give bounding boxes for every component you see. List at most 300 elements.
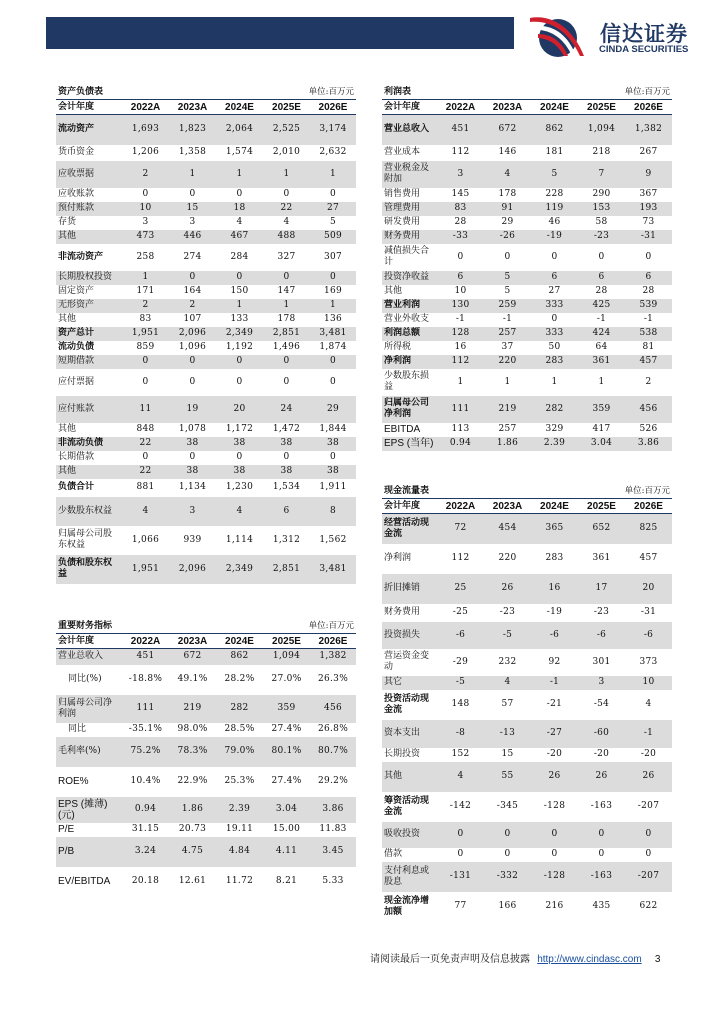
table-row <box>56 526 356 555</box>
cell-value: 22 <box>122 437 169 451</box>
cell-value: 526 <box>639 424 658 434</box>
cell-value: 220 <box>484 355 531 369</box>
cell-value: 38 <box>216 437 263 451</box>
cell-value: 98.0% <box>177 724 208 734</box>
cell-value: 19 <box>169 396 216 423</box>
cell-value: 290 <box>592 189 611 199</box>
cell-value: 216 <box>545 901 564 911</box>
cell-value: -19 <box>546 607 563 617</box>
table-row <box>382 396 672 423</box>
cell-value: 283 <box>531 355 578 369</box>
cell-value: 1 <box>310 299 356 313</box>
table-row <box>382 514 672 544</box>
cell-value: 24 <box>263 396 310 423</box>
cell-value: -207 <box>625 862 672 892</box>
cell-value: -142 <box>449 801 472 811</box>
cell-value: 333 <box>531 327 578 341</box>
cell-value: 327 <box>277 251 296 262</box>
table-unit: 单位:百万元 <box>308 621 355 631</box>
cell-value: 0 <box>310 355 356 369</box>
cell-value: 0 <box>189 189 196 199</box>
cell-value: 171 <box>136 286 155 296</box>
table-row <box>56 797 356 823</box>
table-row <box>382 748 672 762</box>
cell-value: 457 <box>639 553 658 563</box>
cell-value: 1 <box>457 376 464 387</box>
table-row <box>382 341 672 355</box>
year-header: 2022A <box>122 100 169 115</box>
row-label: 同比(%) <box>68 674 102 684</box>
cell-value: 0 <box>551 314 558 324</box>
cell-value: 1 <box>310 161 356 188</box>
cell-value: -13 <box>484 720 531 748</box>
table-row <box>382 574 672 604</box>
table-row <box>382 720 672 748</box>
cell-value: 1,382 <box>310 649 356 665</box>
cell-value: 457 <box>625 355 672 369</box>
cell-value: -1 <box>455 314 466 324</box>
row-label: 货币资金 <box>58 147 95 157</box>
cell-value: 0 <box>236 189 243 199</box>
cell-value: 112 <box>451 553 470 563</box>
cell-value: 111 <box>437 396 484 423</box>
cell-value: 50 <box>548 342 561 352</box>
cell-value: 4 <box>484 676 531 690</box>
cell-value: -26 <box>484 230 531 244</box>
cell-value: 258 <box>136 251 155 262</box>
cell-value: 91 <box>484 202 531 216</box>
cell-value: 38 <box>263 465 310 479</box>
cell-value: 862 <box>531 115 578 145</box>
cell-value: -345 <box>496 801 519 811</box>
cell-value: 4 <box>216 497 263 526</box>
cell-value: 5 <box>484 271 531 285</box>
cell-value: 18 <box>216 202 263 216</box>
cell-value: -27 <box>531 720 578 748</box>
footer-disclaimer: 请阅读最后一页免责声明及信息披露 <box>370 954 530 965</box>
cell-value: 26.8% <box>317 724 349 734</box>
year-header: 2024E <box>531 499 578 514</box>
cell-value: 359 <box>263 695 310 723</box>
header-label: 会计年度 <box>56 100 122 115</box>
cell-value: 77 <box>454 901 467 911</box>
cell-value: 1 <box>216 161 263 188</box>
cell-value: 22 <box>263 202 310 216</box>
cell-value: 27.4% <box>271 724 302 734</box>
cell-value: 1,078 <box>178 424 207 434</box>
cell-value: 1,874 <box>319 342 347 352</box>
cell-value: 301 <box>592 656 611 667</box>
cell-value: 672 <box>169 649 216 665</box>
row-label: P/E <box>58 824 75 835</box>
table-row <box>382 271 672 285</box>
cell-value: 1,574 <box>225 147 254 157</box>
cell-value: 20 <box>216 396 263 423</box>
cell-value: 178 <box>498 189 517 199</box>
table-row <box>382 544 672 574</box>
cell-value: 3,481 <box>310 327 356 341</box>
cell-value: 0 <box>457 251 464 262</box>
key-ratios-table <box>56 620 356 897</box>
table-row <box>382 313 672 327</box>
cell-value: -6 <box>625 622 672 649</box>
cell-value: 939 <box>183 534 202 545</box>
table-row <box>382 649 672 676</box>
cell-value: 38 <box>310 465 356 479</box>
cell-value: 6 <box>263 497 310 526</box>
cell-value: 83 <box>139 314 152 324</box>
page-footer <box>370 950 660 965</box>
cell-value: 1,192 <box>225 342 254 352</box>
table-row <box>382 161 672 188</box>
header-label: 会计年度 <box>56 634 122 649</box>
cell-value: 1,472 <box>272 424 301 434</box>
table-row <box>56 216 356 230</box>
row-label: EPS (摊薄)(元) <box>56 797 122 823</box>
cell-value: -128 <box>531 862 578 892</box>
row-label: 长期股权投资 <box>56 271 122 285</box>
header-bar <box>46 17 514 49</box>
table-row <box>56 327 356 341</box>
cell-value: 111 <box>122 695 169 723</box>
cell-value: 435 <box>592 901 611 911</box>
cell-value: 29 <box>501 217 514 227</box>
cell-value: 0 <box>310 271 356 285</box>
cell-value: 15 <box>501 749 514 759</box>
cell-value: -31 <box>625 230 672 244</box>
cell-value: -33 <box>437 230 484 244</box>
cell-value: 0 <box>625 822 672 848</box>
table-row <box>56 737 356 767</box>
cell-value: 133 <box>230 314 249 324</box>
row-label: 短期借款 <box>56 355 122 369</box>
cell-value: 2,096 <box>169 327 216 341</box>
cell-value: 112 <box>451 147 470 157</box>
cell-value: 0 <box>330 452 337 462</box>
cell-value: 11.72 <box>225 876 254 886</box>
cell-value: 5 <box>531 161 578 188</box>
row-label: 其他 <box>56 230 122 244</box>
table-row <box>56 161 356 188</box>
cell-value: -20 <box>640 749 657 759</box>
cell-value: 451 <box>437 115 484 145</box>
cell-value: 509 <box>310 230 356 244</box>
cell-value: 862 <box>216 649 263 665</box>
table-row <box>56 396 356 423</box>
row-label: 减值损失合计 <box>384 246 430 267</box>
cell-value: 218 <box>592 147 611 157</box>
cell-value: -5 <box>484 622 531 649</box>
table-row <box>382 676 672 690</box>
cell-value: 38 <box>310 437 356 451</box>
cell-value: 4 <box>484 161 531 188</box>
row-label: 资产总计 <box>56 327 122 341</box>
cell-value: 307 <box>323 251 343 262</box>
cell-value: 5 <box>504 286 511 296</box>
year-header: 2026E <box>625 100 672 115</box>
row-label: 营业总收入 <box>56 649 122 665</box>
table-row <box>56 649 356 665</box>
cell-value: 1 <box>551 376 558 387</box>
cell-value: 257 <box>498 424 517 434</box>
cell-value: 1,823 <box>169 115 216 145</box>
cell-value: -332 <box>484 862 531 892</box>
cell-value: 27.4% <box>271 776 302 786</box>
cell-value: 0 <box>645 849 652 859</box>
cell-value: -1 <box>531 676 578 690</box>
cell-value: 0 <box>330 189 337 199</box>
cell-value: 28 <box>642 286 655 296</box>
cell-value: 0 <box>531 822 578 848</box>
cell-value: 848 <box>136 424 155 434</box>
cell-value: 282 <box>531 396 578 423</box>
table-row <box>56 369 356 396</box>
cell-value: 0 <box>437 822 484 848</box>
cell-value: 31.15 <box>131 824 160 834</box>
cell-value: 274 <box>183 251 202 262</box>
cell-value: 9 <box>625 161 672 188</box>
cell-value: 11.83 <box>319 824 347 834</box>
cell-value: 1,693 <box>122 115 169 145</box>
row-label: 归属母公司净利润 <box>382 396 437 423</box>
cell-value: -21 <box>546 699 563 709</box>
cell-value: 467 <box>216 230 263 244</box>
footer-url-link[interactable]: http://www.cindasc.com <box>537 954 642 965</box>
cell-value: 2.39 <box>216 797 263 823</box>
row-label: 支付利息或股息 <box>382 862 437 892</box>
cell-value: 55 <box>484 762 531 792</box>
cell-value: 38 <box>263 437 310 451</box>
cell-value: 1 <box>216 299 263 313</box>
cell-value: 72 <box>437 514 484 544</box>
table-row <box>382 355 672 369</box>
cell-value: 1.86 <box>484 437 531 451</box>
cell-value: 672 <box>484 115 531 145</box>
cell-value: 73 <box>642 217 655 227</box>
cell-value: 825 <box>625 514 672 544</box>
table-row <box>56 230 356 244</box>
cell-value: 8 <box>310 497 356 526</box>
cell-value: 3.04 <box>263 797 310 823</box>
table-title: 现金流量表 <box>384 486 430 496</box>
cell-value: 178 <box>277 314 296 324</box>
cell-value: 2 <box>122 161 169 188</box>
row-label: 其他 <box>58 314 77 324</box>
cell-value: 26 <box>484 574 531 604</box>
cell-value: 4 <box>437 762 484 792</box>
table-row <box>56 837 356 867</box>
cell-value: 1,911 <box>319 482 347 492</box>
header-label: 会计年度 <box>382 100 437 115</box>
table-title-row <box>56 620 356 634</box>
table-unit: 单位:百万元 <box>624 486 671 496</box>
table-row <box>56 665 356 695</box>
cell-value: 446 <box>169 230 216 244</box>
year-header: 2023A <box>169 100 216 115</box>
row-label: P/B <box>56 837 122 867</box>
table-row <box>382 299 672 313</box>
cell-value: 456 <box>310 695 356 723</box>
year-header: 2022A <box>437 499 484 514</box>
cell-value: 1,094 <box>263 649 310 665</box>
cell-value: 27 <box>310 202 356 216</box>
cell-value: 0 <box>645 251 652 262</box>
cell-value: 0 <box>457 849 464 859</box>
table-row <box>382 622 672 649</box>
year-header: 2025E <box>263 100 310 115</box>
cell-value: 146 <box>498 147 517 157</box>
cell-value: 3 <box>142 217 149 227</box>
cell-value: 49.1% <box>177 674 208 684</box>
table-row <box>382 437 672 451</box>
cell-value: 2 <box>169 299 216 313</box>
row-label: 其他 <box>382 762 437 792</box>
cell-value: 17 <box>578 574 625 604</box>
table-row <box>56 244 356 271</box>
cell-value: 3.86 <box>625 437 672 451</box>
table-row <box>56 202 356 216</box>
cell-value: 20 <box>625 574 672 604</box>
cell-value: 6 <box>531 271 578 285</box>
cell-value: 7 <box>578 161 625 188</box>
row-label: 其他 <box>58 424 77 434</box>
row-label: 负债和股东权益 <box>56 555 122 584</box>
cell-value: 219 <box>484 396 531 423</box>
year-header: 2022A <box>122 634 169 649</box>
brand-name-cn: 信达证券 <box>600 22 688 46</box>
cell-value: 1,951 <box>122 555 169 584</box>
cell-value: 38 <box>216 465 263 479</box>
cell-value: 153 <box>578 202 625 216</box>
row-label: 少数股东损益 <box>384 371 430 392</box>
cell-value: 29.2% <box>317 776 349 786</box>
cell-value: 1 <box>169 161 216 188</box>
cell-value: 4 <box>283 217 290 227</box>
cell-value: 0 <box>484 822 531 848</box>
table-title-row <box>382 485 672 499</box>
cell-value: -31 <box>640 607 657 617</box>
cell-value: 15.00 <box>272 824 301 834</box>
cell-value: -207 <box>637 801 660 811</box>
row-label: 应付票据 <box>58 376 95 387</box>
row-label: 营运资金变动 <box>384 651 430 672</box>
year-header: 2023A <box>484 499 531 514</box>
cell-value: 78.3% <box>169 737 216 767</box>
cell-value: 473 <box>122 230 169 244</box>
cell-value: -20 <box>593 749 610 759</box>
cell-value: 2,632 <box>319 147 347 157</box>
table-row <box>56 823 356 837</box>
cell-value: 361 <box>592 553 611 563</box>
cell-value: 16 <box>454 342 467 352</box>
table-row <box>382 244 672 271</box>
row-label: 长期投资 <box>384 749 421 759</box>
cell-value: 181 <box>545 147 564 157</box>
cell-value: 107 <box>183 314 202 324</box>
row-label: 财务费用 <box>382 230 437 244</box>
year-header: 2026E <box>625 499 672 514</box>
cell-value: 169 <box>323 286 343 296</box>
cell-value: 119 <box>531 202 578 216</box>
cell-value: 22.9% <box>177 776 208 786</box>
cell-value: 2 <box>122 299 169 313</box>
cell-value: 333 <box>531 299 578 313</box>
table-row <box>382 792 672 822</box>
table-row <box>56 341 356 355</box>
cell-value: 220 <box>498 553 517 563</box>
cell-value: 282 <box>216 695 263 723</box>
cell-value: 2,851 <box>263 327 310 341</box>
cell-value: 4 <box>645 699 652 709</box>
cell-value: 150 <box>230 286 249 296</box>
cell-value: 1,562 <box>319 534 347 545</box>
cell-value: 0 <box>598 251 605 262</box>
row-label: 非流动资产 <box>58 251 104 262</box>
cell-value: -19 <box>531 230 578 244</box>
table-title: 资产负债表 <box>58 87 104 97</box>
cell-value: 361 <box>578 355 625 369</box>
year-header: 2023A <box>484 100 531 115</box>
cell-value: 27 <box>548 286 561 296</box>
cell-value: 8.21 <box>275 876 298 886</box>
row-label: 无形资产 <box>56 299 122 313</box>
cell-value: 1,496 <box>272 342 301 352</box>
table-row <box>56 145 356 161</box>
cell-value: 1,230 <box>225 482 254 492</box>
year-header: 2023A <box>169 634 216 649</box>
cell-value: 451 <box>122 649 169 665</box>
row-label: 同比 <box>68 724 87 734</box>
row-label: 营业总收入 <box>382 115 437 145</box>
cell-value: 0 <box>330 376 337 387</box>
table-row <box>382 285 672 299</box>
row-label: 其他 <box>384 286 403 296</box>
cell-value: 0 <box>236 452 243 462</box>
table-row <box>56 299 356 313</box>
cell-value: 1,066 <box>131 534 160 545</box>
cell-value: 0 <box>142 452 149 462</box>
row-label: 销售费用 <box>384 189 421 199</box>
table-row <box>56 497 356 526</box>
row-label: 投资净收益 <box>382 271 437 285</box>
cell-value: 112 <box>437 355 484 369</box>
table-row <box>56 188 356 202</box>
cell-value: 12.61 <box>178 876 207 886</box>
cell-value: 83 <box>437 202 484 216</box>
table-title-row <box>382 86 672 100</box>
cell-value: -25 <box>452 607 469 617</box>
cell-value: 10 <box>122 202 169 216</box>
page-number: 3 <box>654 954 661 965</box>
table-row <box>382 690 672 720</box>
cell-value: -1 <box>596 314 607 324</box>
row-label: 营业成本 <box>384 147 421 157</box>
table-row <box>56 451 356 465</box>
cell-value: 2,096 <box>169 555 216 584</box>
table-row <box>382 892 672 922</box>
cell-value: 10 <box>625 676 672 690</box>
cell-value: -60 <box>578 720 625 748</box>
table-row <box>56 479 356 497</box>
cell-value: 16 <box>531 574 578 604</box>
row-label: EV/EBITDA <box>58 876 111 887</box>
table-row <box>56 723 356 737</box>
table-row <box>56 867 356 897</box>
cell-value: 454 <box>484 514 531 544</box>
cinda-logo-icon <box>528 12 596 58</box>
cell-value: 46 <box>548 217 561 227</box>
row-label: 财务费用 <box>384 607 421 617</box>
